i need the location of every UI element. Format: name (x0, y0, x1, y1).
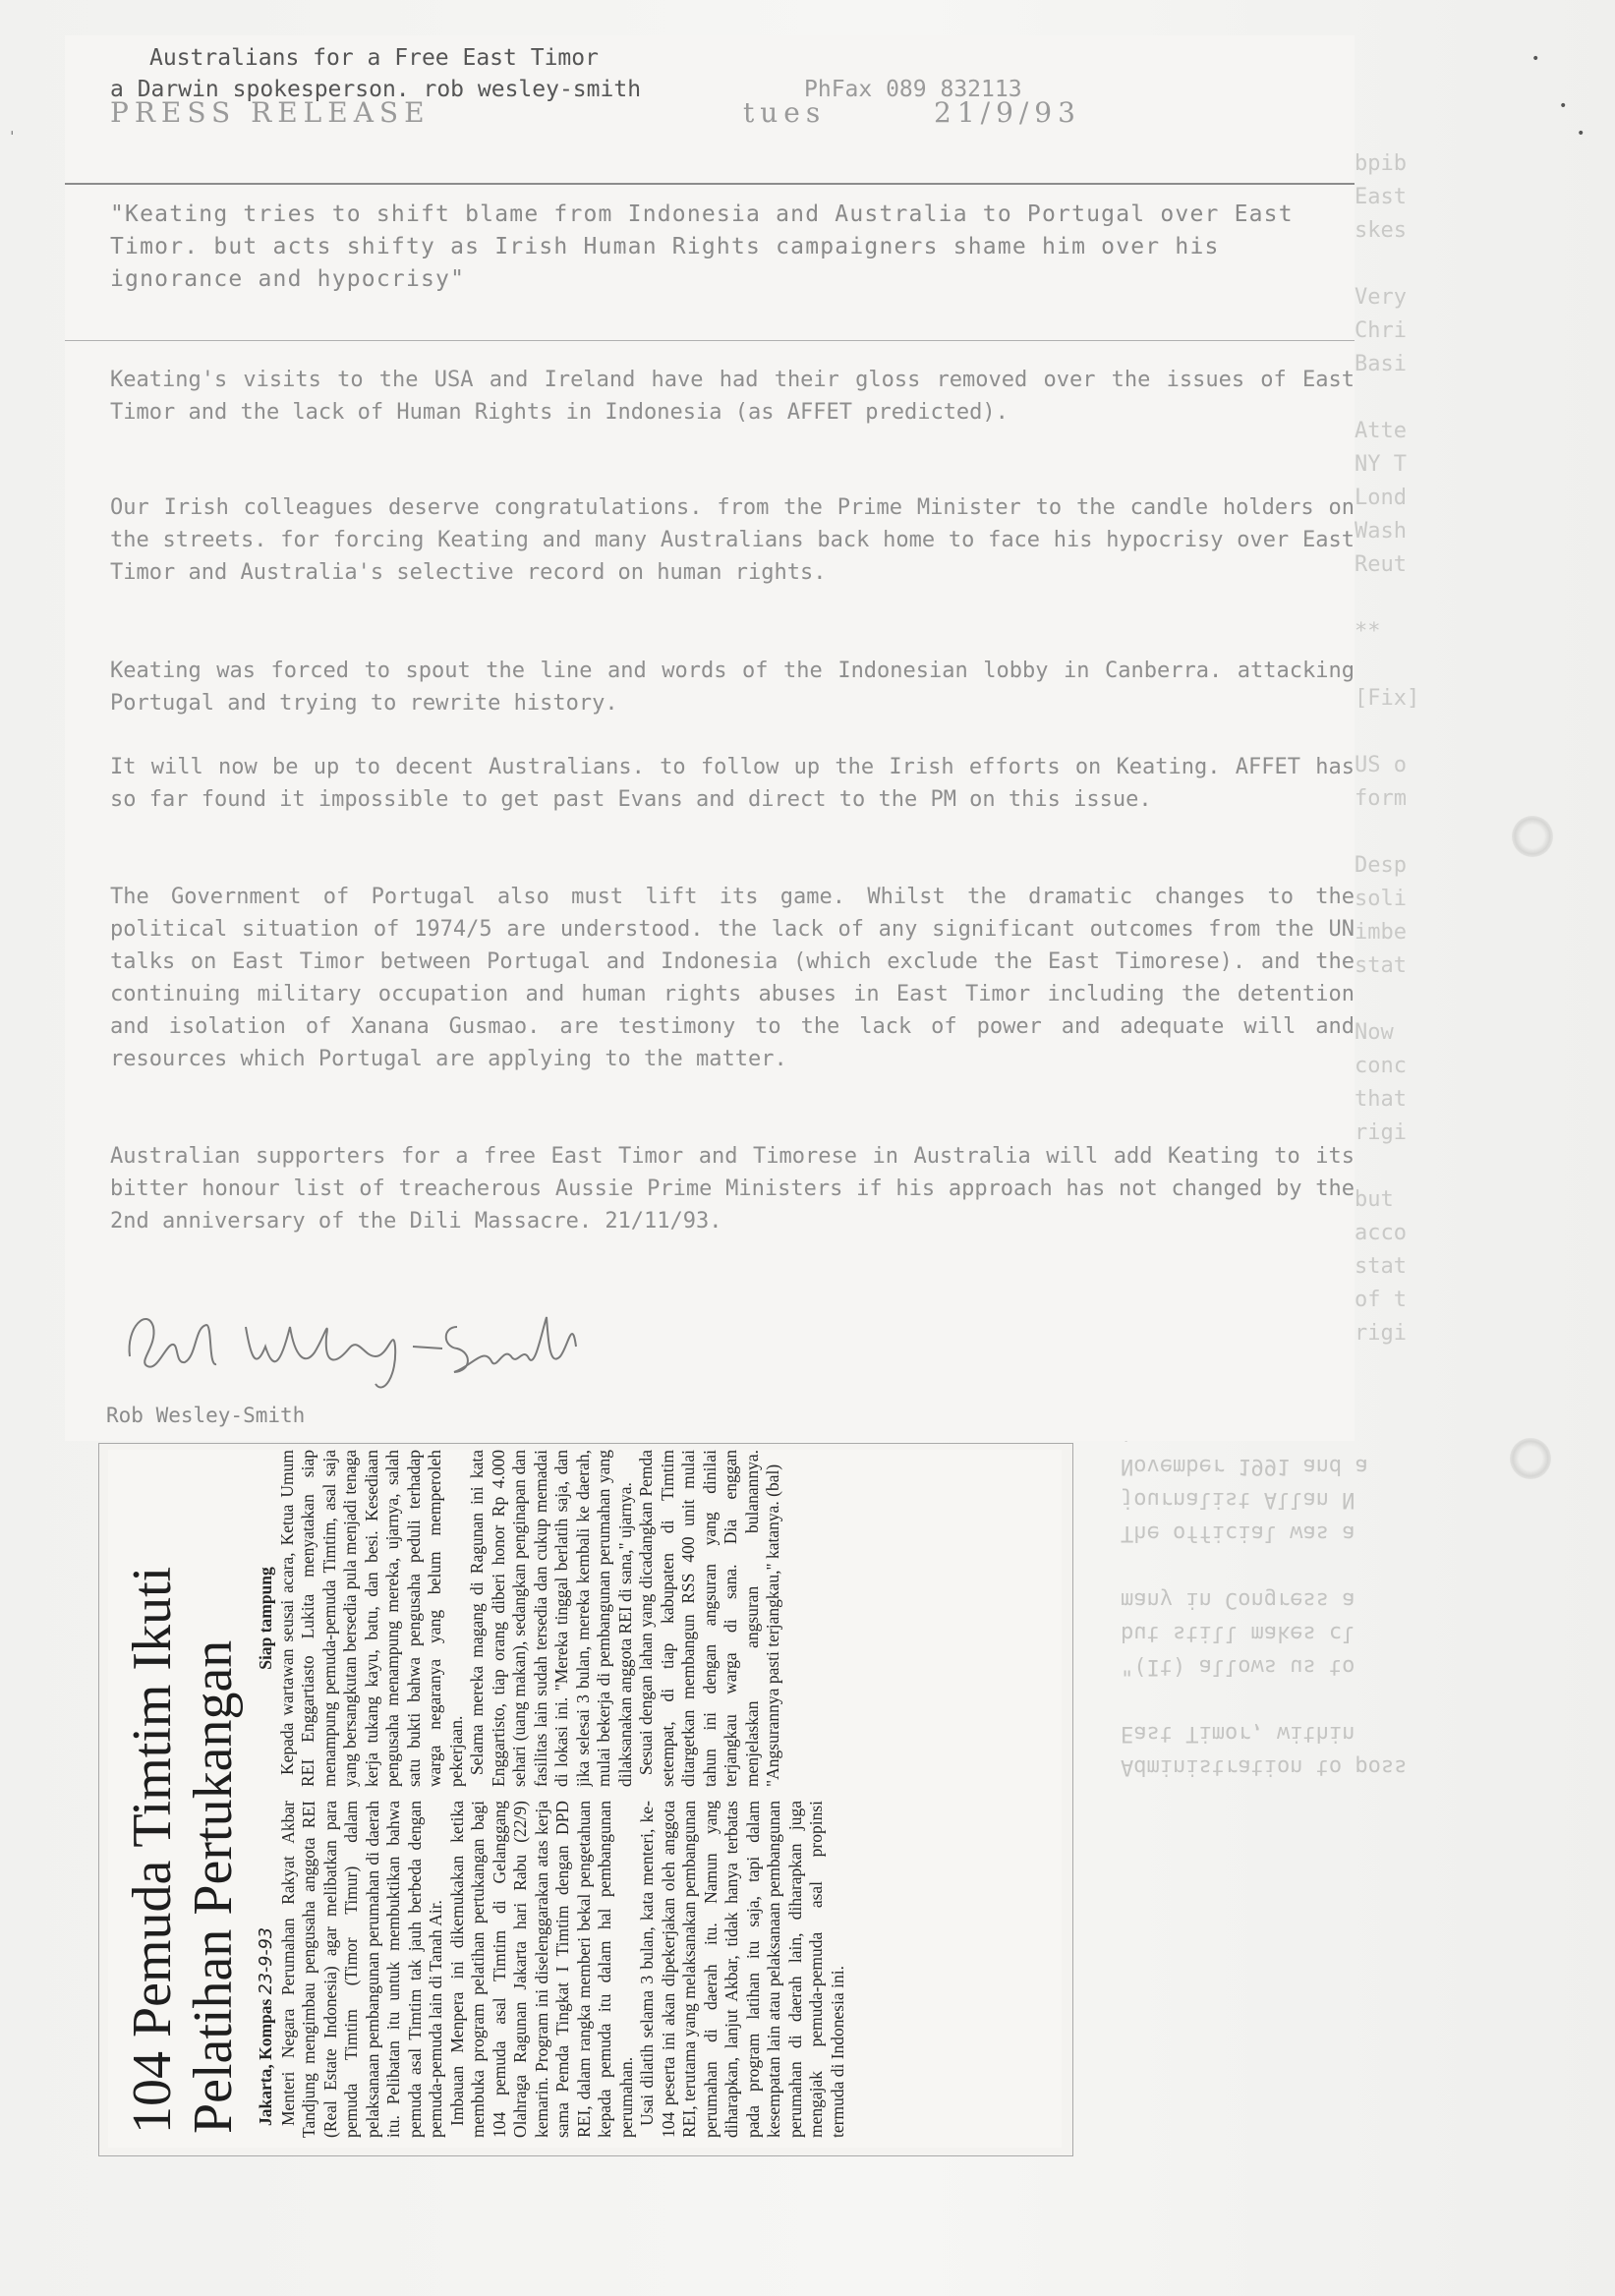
headline-rule (65, 340, 1355, 341)
body-paragraph: It will now be up to decent Australians. to follow up the Irish efforts on Keating. AFFET has so far found it impossible to get past Evans and direct to the PM on this issue. (110, 755, 1355, 812)
signature-name: Rob Wesley-Smith (106, 1404, 306, 1427)
speck-mark: • (1531, 51, 1540, 67)
body-paragraph: The Government of Portugal also must lift its game. Whilst the dramatic changes to the political situation of 1974/5 are understood. the lack of any significant outcomes from the UN talks on East Timor between Portugal and Indonesia (which exclude the East Timorese). and the continuing military occupation and human rights abuses in East Timor including the detention and isolation of Xanana Gusmao. are testimony to the lack of power and adequate will and resources which Portugal are applying to the matter. (110, 885, 1355, 1071)
speck-mark: ˈ (8, 130, 17, 145)
article-paragraph: Menteri Negara Perumahan Rakyat Akbar Tandjung mengimbau pengusaha anggota REI (Real Estate Indonesia) agar melibatkan para pemuda Timtim (Timor Timur) dalam pelaksanaan pembangunan perumahan di daerah itu. Pelibatan itu untuk membuktikan bahwa pemuda asal Timtim tak jauh berbeda dengan pemuda-pemuda lain di Tanah Air. (277, 1801, 445, 2138)
release-headline: "Keating tries to shift blame from Indonesia and Australia to Portugal over East Timor. but acts shifty as Irish Human Rights campaigners shame him over his ignorance and hypocrisy" (110, 201, 1294, 292)
article-paragraph: Sesuai dengan lahan yang dicadangkan Pemda setempat, di tiap kabupaten di Timtim ditargetkan membangun RSS 400 unit mulai tahun ini dengan angsuran yang dinilai terjangkau warga di sana. Dia enggan menjelaskan angsuran bulanannya. "Angsurannya pasti terjangkau," katanya. (bal) (636, 1450, 782, 1787)
phfax-number: PhFax 089 832113 (804, 77, 1022, 102)
newspaper-clipping (108, 1450, 1062, 2148)
clipping-headline: 104 Pemuda Timtim Ikuti Pelatihan Pertukangan (122, 1566, 244, 2134)
clipping-columns (256, 1450, 1062, 2138)
punch-hole (1510, 1438, 1551, 1479)
body-paragraph: Australian supporters for a free East Timor and Timorese in Australia will add Keating to its bitter honour list of treacherous Aussie Prime Ministers if his approach has not changed by the 2nd anniversary of the Dili Massacre. 21/11/93. (110, 1144, 1355, 1234)
bleed-through-text: bpib East skes Very Chri Basi Atte NY T Lond Wash Reut ** [Fix] US o form Desp soli imbe stat Now conc that rigi but acco stat of t rigi (1355, 151, 1420, 1346)
spokesperson-line: a Darwin spokesperson. rob wesley-smith (110, 77, 642, 102)
release-day: tues (743, 96, 827, 129)
speck-mark: • (1577, 126, 1586, 142)
dateline: Jakarta, Kompas (256, 1998, 275, 2126)
article-paragraph: Imbauan Menpera ini dikemukakan ketika membuka program pelatihan pertukangan bagi 104 pemuda asal Timtim di Gelanggang Olahraga Ragunan Jakarta hari Rabu (22/9) kemarin. Program ini diselenggarakan atas kerja sama Pemda Tingkat I Timtim dengan DPD REI, dalam rangka memberi bekal pengetahuan kepada pemuda itu dalam hal pembangunan perumahan. (446, 1801, 636, 2138)
dateline-row (256, 1801, 278, 2138)
body-paragraph: Keating was forced to spout the line and words of the Indonesian lobby in Canberra. attacking Portugal and trying to rewrite history. (110, 659, 1355, 716)
article-paragraph: Selama mereka magang di Ragunan ini kata Enggartisto, tiap orang diberi honor Rp 4.000 sehari (uang makan), sedangkan penginapan dan fasilitas lain sudah tersedia dan cukup memadai di lokasi ini. "Mereka tinggal berlatih saja, dan jika selesai 3 bulan, mereka kembali ke daerah, mulai bekerja di pembangunan perumahan yang dilaksanakan anggota REI di sana," ujarnya. (467, 1450, 635, 1787)
clipping-rotated-content (108, 1450, 1062, 2148)
speck-mark: • (1559, 98, 1568, 114)
handwritten-signature (118, 1288, 668, 1396)
clipping-column-1 (256, 1801, 1062, 2138)
press-release-label: PRESS RELEASE (110, 96, 431, 129)
clipping-column-2 (256, 1450, 1062, 1787)
bleed-through-mirrored-text: Administration to poss East Timor, within "(It) allows us to but still makes cl many in Congress a The official was a journalist Allan N November 1991 and a (1121, 1454, 1408, 1779)
article-subheading: Siap tampung (256, 1567, 275, 1670)
handwritten-date: 23-9-93 (257, 1927, 276, 1995)
article-paragraph: Usai dilatih selama 3 bulan, kata menteri, ke-104 peserta ini akan dipekerjakan oleh anggota REI, terutama yang melaksanakan pembangunan perumahan di daerah itu. Namun yang diharapkan, lanjut Akbar, tidak hanya terbatas pada program latihan itu saja, tapi dalam kesempatan lain atau pelaksanaan pembangunan perumahan di daerah lain, diharapkan juga mengajak pemuda-pemuda asal propinsi termuda di Indonesia ini. (637, 1801, 847, 2138)
org-line: Australians for a Free East Timor (149, 45, 599, 71)
article-paragraph: Kepada wartawan seusai acara, Ketua Umum REI Enggartiasto Lukita menyatakan siap menampung pemuda-pemuda Timtim, asal saja yang bersangkutan bersedia pula menjadi tenaga kerja tukang kayu, batu, dan besi. Kesediaan pengusaha menampung mereka, ujarnya, salah satu bukti bahwa pengusaha peduli terhadap warga negaranya yang belum memperoleh pekerjaan. (276, 1450, 466, 1787)
header-rule (65, 183, 1355, 185)
release-date: 21/9/93 (934, 96, 1081, 129)
body-paragraph: Keating's visits to the USA and Ireland have had their gloss removed over the issues of East Timor and the lack of Human Rights in Indonesia (as AFFET predicted). (110, 368, 1355, 425)
punch-hole (1512, 816, 1553, 857)
body-paragraph: Our Irish colleagues deserve congratulations. from the Prime Minister to the candle holders on the streets. for forcing Keating and many Australians back home to face his hypocrisy over East Timor and Australia's selective record on human rights. (110, 495, 1355, 585)
